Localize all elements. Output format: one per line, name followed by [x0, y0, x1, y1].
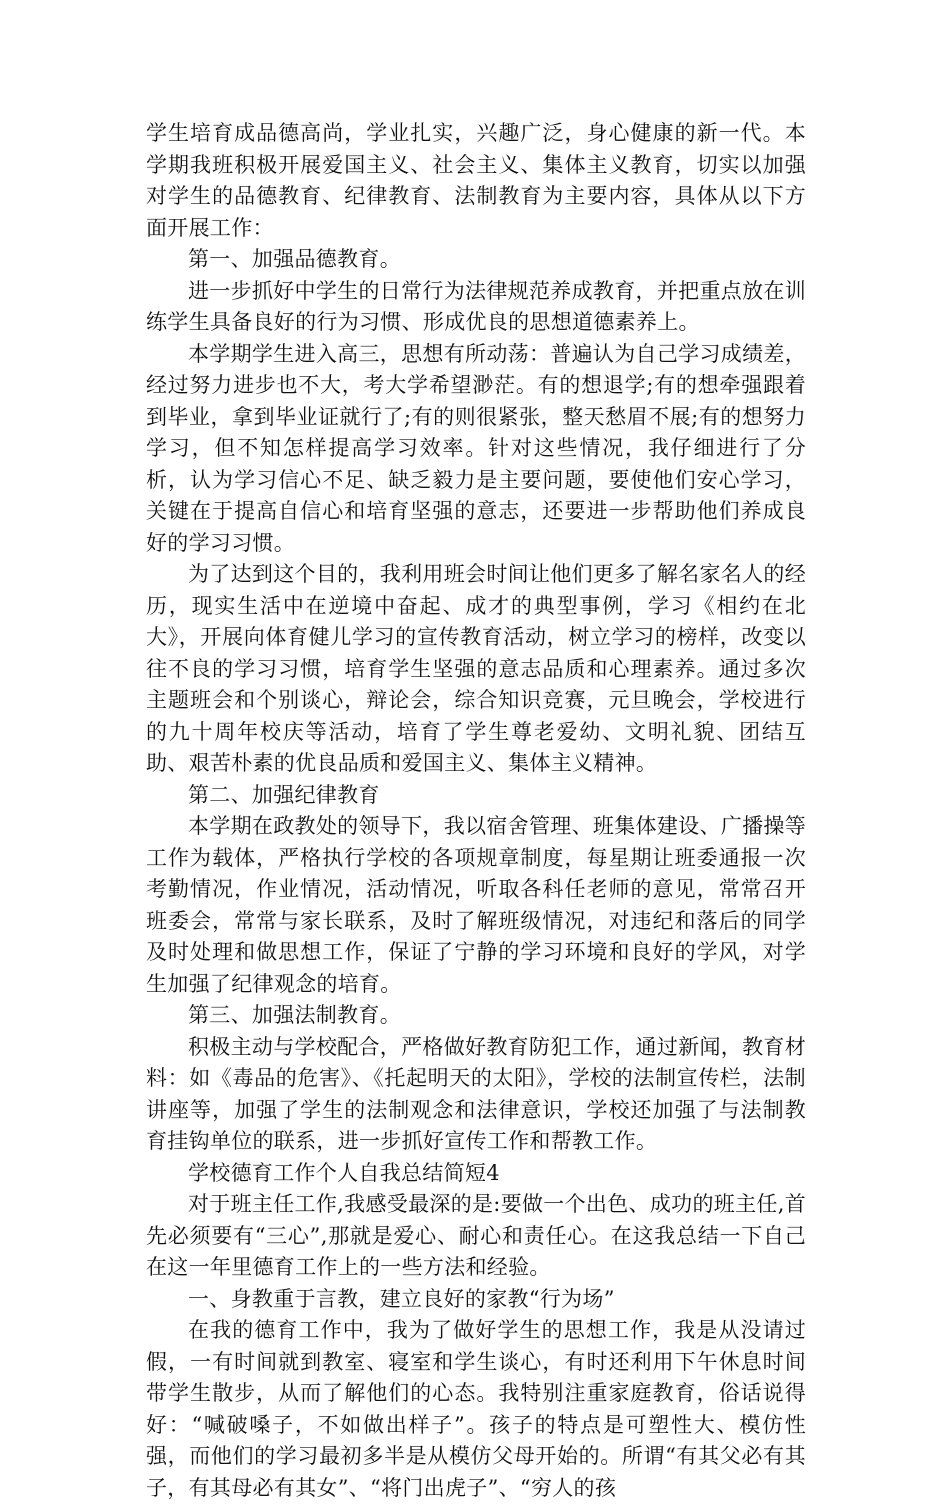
section-heading-legal-education: 第三、加强法制教育。: [188, 1003, 401, 1027]
section-heading-lead-by-example: 一、身教重于言教，建立良好的家教“行为场”: [188, 1286, 615, 1311]
body-paragraph: 对于班主任工作,我感受最深的是:要做一个出色、成功的班主任,首先必须要有“三心”,那就是爱心、耐心和责任心。在这我总结一下自己在这一年里德育工作上的一些方法和经验。: [146, 1192, 806, 1279]
body-paragraph: 本学期在政教处的领导下，我以宿舍管理、班集体建设、广播操等工作为载体，严格执行学校的各项规章制度，每星期让班委通报一次考勤情况，作业情况，活动情况，听取各科任老师的意见，常常召开班委会，常常与家长联系，及时了解班级情况，对违纪和落后的同学及时处理和做思想工作，保证了宁静的学习环境和良好的学风，对学生加强了纪律观念的培育。: [146, 814, 806, 996]
document-section-title: 学校德育工作个人自我总结简短4: [188, 1160, 500, 1185]
body-paragraph: 积极主动与学校配合，严格做好教育防犯工作，通过新闻，教育材料：如《毒品的危害》、《托起明天的太阳》，学校的法制宣传栏，法制讲座等，加强了学生的法制观念和法律意识，学校还加强了与法制教育挂钩单位的联系，进一步抓好宣传工作和帮教工作。: [146, 1034, 806, 1153]
body-paragraph: 进一步抓好中学生的日常行为法律规范养成教育，并把重点放在训练学生具备良好的行为习惯、形成优良的思想道德素养上。: [146, 278, 806, 334]
body-paragraph: 为了达到这个目的，我利用班会时间让他们更多了解名家名人的经历，现实生活中在逆境中奋起、成才的典型事例，学习《相约在北大》，开展向体育健儿学习的宣传教育活动，树立学习的榜样，改变以往不良的学习习惯，培育学生坚强的意志品质和心理素养。通过多次主题班会和个别谈心，辩论会，综合知识竞赛，元旦晚会，学校进行的九十周年校庆等活动，培育了学生尊老爱幼、文明礼貌、团结互助、艰苦朴素的优良品质和爱国主义、集体主义精神。: [146, 562, 806, 775]
body-paragraph: 在我的德育工作中，我为了做好学生的思想工作，我是从没请过假，一有时间就到教室、寝室和学生谈心，有时还利用下午休息时间带学生散步，从而了解他们的心态。我特别注重家庭教育，俗话说得好：“喊破嗓子，不如做出样子”。孩子的特点是可塑性大、模仿性强，而他们的学习最初多半是从模仿父母开始的。所谓“有其父必有其子，有其母必有其女”、“将门出虎子”、“穷人的孩: [146, 1318, 806, 1500]
body-paragraph: 本学期学生进入高三，思想有所动荡：普遍认为自己学习成绩差，经过努力进步也不大，考大学希望渺茫。有的想退学;有的想牵强跟着到毕业，拿到毕业证就行了;有的则很紧张，整天愁眉不展;有的想努力学习，但不知怎样提高学习效率。针对这些情况，我仔细进行了分析，认为学习信心不足、缺乏毅力是主要问题，要使他们安心学习，关键在于提高自信心和培育坚强的意志，还要进一步帮助他们养成良好的学习习惯。: [146, 341, 806, 555]
section-heading-discipline-education: 第二、加强纪律教育: [188, 782, 380, 807]
body-paragraph: 学生培育成品德高尚，学业扎实，兴趣广泛，身心健康的新一代。本学期我班积极开展爱国主义、社会主义、集体主义教育，切实以加强对学生的品德教育、纪律教育、法制教育为主要内容，具体从以下方面开展工作：: [146, 121, 806, 240]
section-heading-moral-education: 第一、加强品德教育。: [188, 247, 401, 271]
document-page: [146, 118, 806, 1504]
